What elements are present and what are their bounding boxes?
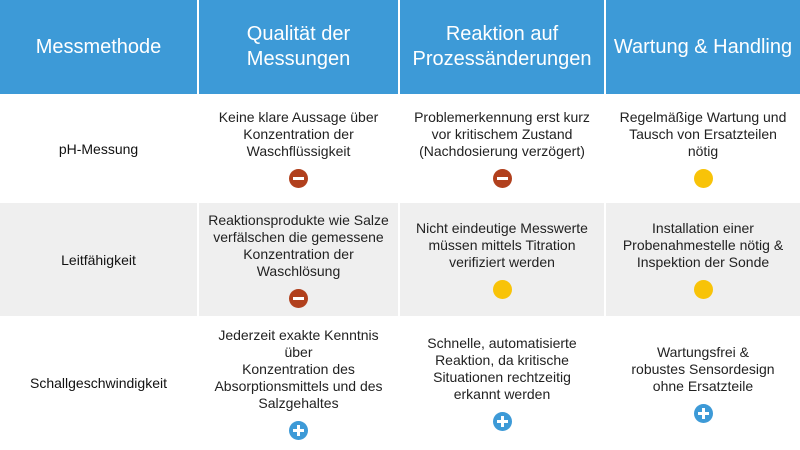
plus-icon — [493, 412, 512, 431]
plus-icon — [289, 421, 308, 440]
cell-leit-reaction: Nicht eindeutige Messwerte müssen mittels Titration verifiziert werden — [400, 203, 606, 318]
cell-leit-quality: Reaktionsprodukte wie Salze verfälschen die gemessene Konzentration der Waschlösung — [199, 203, 400, 318]
minus-icon — [493, 169, 512, 188]
cell-leit-maintenance: Installation einer Probenahmestelle nötig & Inspektion der Sonde — [606, 203, 800, 318]
header-wartung: Wartung & Handling — [606, 0, 800, 96]
row-label-ph: pH-Messung — [0, 96, 199, 203]
neutral-dot-icon — [493, 280, 512, 299]
neutral-dot-icon — [694, 280, 713, 299]
header-messmethode: Messmethode — [0, 0, 199, 96]
header-reaktion: Reaktion auf Prozessänderungen — [400, 0, 606, 96]
cell-schall-quality: Jederzeit exakte Kenntnis über Konzentration des Absorptionsmittels und des Salzgehaltes — [199, 318, 400, 450]
cell-ph-maintenance: Regelmäßige Wartung und Tausch von Ersatzteilen nötig — [606, 96, 800, 203]
cell-ph-quality: Keine klare Aussage über Konzentration der Waschflüssigkeit — [199, 96, 400, 203]
plus-icon — [694, 404, 713, 423]
minus-icon — [289, 289, 308, 308]
row-label-leitfaehigkeit: Leitfähigkeit — [0, 203, 199, 318]
cell-ph-reaction: Problemerkennung erst kurz vor kritischem Zustand (Nachdosierung verzögert) — [400, 96, 606, 203]
row-label-schallgeschwindigkeit: Schallgeschwindigkeit — [0, 318, 199, 450]
minus-icon — [289, 169, 308, 188]
cell-schall-reaction: Schnelle, automatisierte Reaktion, da kritische Situationen rechtzeitig erkannt werden — [400, 318, 606, 450]
header-qualitaet: Qualität der Messungen — [199, 0, 400, 96]
neutral-dot-icon — [694, 169, 713, 188]
cell-schall-maintenance: Wartungsfrei & robustes Sensordesign ohne Ersatzteile — [606, 318, 800, 450]
